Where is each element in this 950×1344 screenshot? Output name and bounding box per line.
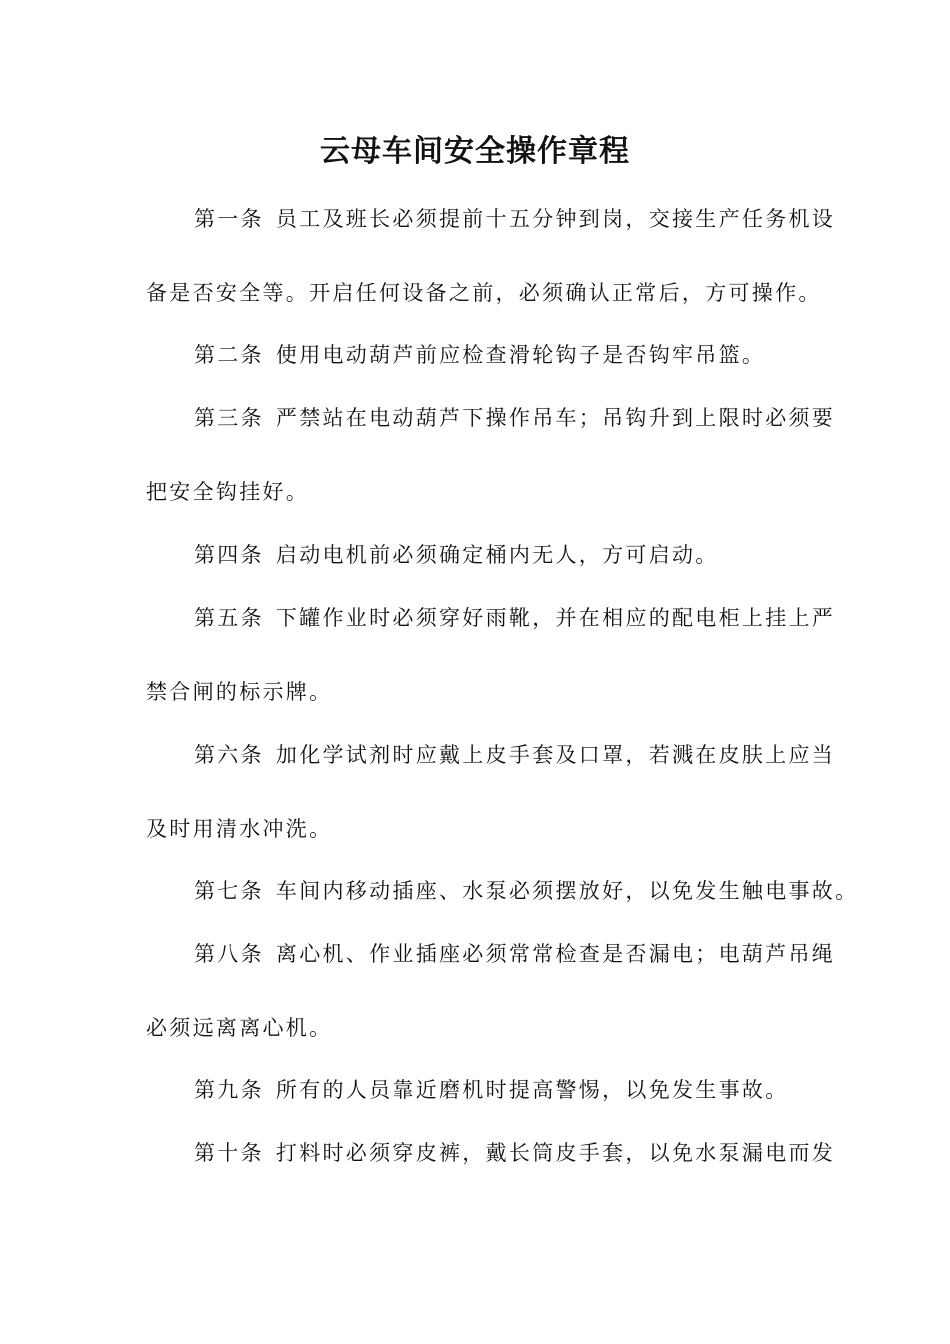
article-10-text: 打料时必须穿皮裤，戴长筒皮手套，以免水泵漏电而发 xyxy=(275,1141,836,1165)
article-8-text: 离心机、作业插座必须常常检查是否漏电；电葫芦吊绳 xyxy=(275,942,836,966)
article-4-text: 启动电机前必须确定桶内无人，方可启动。 xyxy=(275,543,719,567)
article-9-text: 所有的人员靠近磨机时提高警惕，以免发生事故。 xyxy=(275,1078,789,1102)
article-5-line-2: 禁合闸的标示牌。 xyxy=(146,680,333,704)
article-9-number: 第九条 xyxy=(194,1078,264,1102)
article-4-number: 第四条 xyxy=(194,543,264,567)
article-7-number: 第七条 xyxy=(194,879,264,903)
article-9-line-1 xyxy=(194,1075,789,1105)
article-8-line-1 xyxy=(194,939,835,969)
article-1-line-1 xyxy=(194,204,835,234)
article-5-line-1 xyxy=(194,603,835,633)
article-1-line-2: 备是否安全等。开启任何设备之前，必须确认正常后，方可操作。 xyxy=(146,281,822,305)
article-3-line-1 xyxy=(194,403,835,433)
article-2-line-1 xyxy=(194,340,765,370)
article-7-text: 车间内移动插座、水泵必须摆放好，以免发生触电事故。 xyxy=(275,879,859,903)
article-6-number: 第六条 xyxy=(194,743,264,767)
article-3-number: 第三条 xyxy=(194,406,264,430)
article-5-number: 第五条 xyxy=(194,606,264,630)
document-title: 云母车间安全操作章程 xyxy=(320,134,630,169)
article-6-line-2: 及时用清水冲洗。 xyxy=(146,817,333,841)
article-8-number: 第八条 xyxy=(194,942,264,966)
article-1-text: 员工及班长必须提前十五分钟到岗，交接生产任务机设 xyxy=(275,207,836,231)
article-2-text: 使用电动葫芦前应检查滑轮钩子是否钩牢吊篮。 xyxy=(275,343,766,367)
article-7-line-1 xyxy=(194,876,858,906)
article-3-text: 严禁站在电动葫芦下操作吊车；吊钩升到上限时必须要 xyxy=(275,406,836,430)
article-1-number: 第一条 xyxy=(194,207,264,231)
article-5-text: 下罐作业时必须穿好雨靴，并在相应的配电柜上挂上严 xyxy=(275,606,836,630)
article-10-line-1 xyxy=(194,1138,835,1168)
article-6-line-1 xyxy=(194,740,835,770)
article-3-line-2: 把安全钩挂好。 xyxy=(146,480,310,504)
article-10-number: 第十条 xyxy=(194,1141,264,1165)
article-6-text: 加化学试剂时应戴上皮手套及口罩，若溅在皮肤上应当 xyxy=(275,743,836,767)
article-8-line-2: 必须远离离心机。 xyxy=(146,1016,333,1040)
article-2-number: 第二条 xyxy=(194,343,264,367)
article-4-line-1 xyxy=(194,540,719,570)
